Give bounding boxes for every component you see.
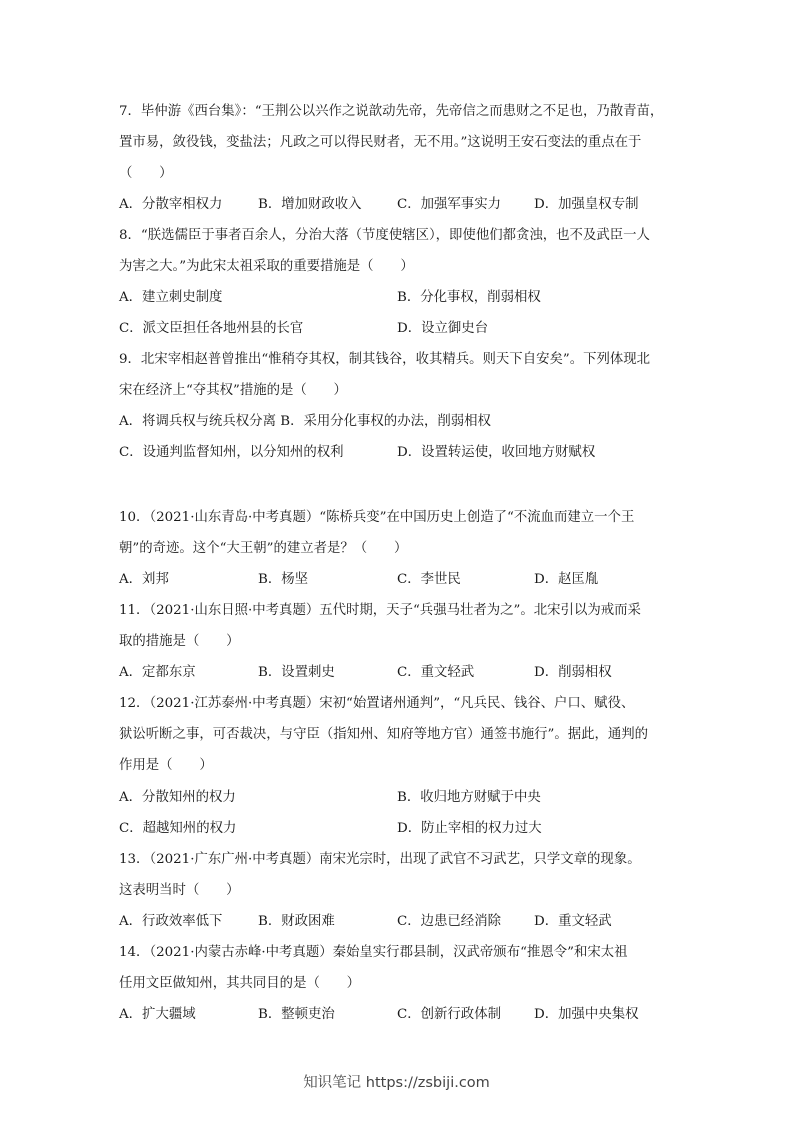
- option-c: C．设通判监督知州，以分知州的权利: [119, 445, 344, 460]
- option-c: C．加强军事实力: [397, 197, 501, 212]
- question-text-line: 这表明当时（ ）: [119, 883, 240, 898]
- option-b: B．分化事权，削弱相权: [397, 290, 541, 305]
- question-text-line: 狱讼听断之事，可否裁决，与守臣（指知州、知府等地方官）通签书施行”。据此，通判的: [119, 727, 649, 742]
- question-text-line: 7．毕仲游《西台集》：“王荆公以兴作之说歆动先帝，先帝信之而患财之不足也，乃散青苗，: [119, 104, 664, 119]
- option-a: A．扩大疆域: [119, 1007, 196, 1022]
- question-text-line: 10．（2021·山东青岛·中考真题）“陈桥兵变”在中国历史上创造了“不流血而建立一个王: [119, 510, 635, 525]
- question-text-line: 12．（2021·江苏泰州·中考真题）宋初“始置诸州通判”，“凡兵民、钱谷、户口、赋役、: [119, 696, 635, 711]
- question-text-line: 13．（2021·广东广州·中考真题）南宋光宗时，出现了武官不习武艺，只学文章的现象。: [119, 852, 641, 867]
- question-text-line: 宋在经济上“夺其权”措施的是（ ）: [119, 383, 347, 398]
- option-d: D．重文轻武: [534, 914, 612, 929]
- option-a: A．行政效率低下: [119, 914, 223, 929]
- option-d: D．加强皇权专制: [534, 197, 639, 212]
- option-a: A．分散宰相权力: [119, 197, 223, 212]
- option-d: D．设立御史台: [397, 321, 489, 336]
- option-c: C．李世民: [397, 572, 461, 587]
- option-b: B．整顿吏治: [258, 1007, 335, 1022]
- option-c: C．创新行政体制: [397, 1007, 501, 1022]
- question-text-line: 取的措施是（ ）: [119, 634, 240, 649]
- option-d: D．设置转运使，收回地方财赋权: [397, 445, 596, 460]
- option-a: A．分散知州的权力: [119, 790, 236, 805]
- option-c: C．重文轻武: [397, 665, 475, 680]
- question-text-line: （ ）: [119, 166, 173, 181]
- question-text-line: 朝”的奇迹。这个“大王朝”的建立者是？（ ）: [119, 541, 408, 556]
- option-b: B．收归地方财赋于中央: [397, 790, 541, 805]
- option-b: B．增加财政收入: [258, 197, 362, 212]
- question-text-line: 9．北宋宰相赵普曾推出“惟稍夺其权，制其钱谷，收其精兵。则天下自安矣”。下列体现北: [119, 352, 651, 367]
- option-d: D．削弱相权: [534, 665, 612, 680]
- option-a: A．定都东京: [119, 665, 196, 680]
- option-d: D．加强中央集权: [534, 1007, 639, 1022]
- option-a: A．建立刺史制度: [119, 290, 223, 305]
- option-b: B．财政困难: [258, 914, 335, 929]
- question-text-line: 任用文臣做知州，其共同目的是（ ）: [119, 976, 361, 991]
- question-text-line: 为害之大。”为此宋太祖采取的重要措施是（ ）: [119, 259, 414, 274]
- option-c: C．边患已经消除: [397, 914, 501, 929]
- option-d: D．赵匡胤: [534, 572, 599, 587]
- option-c: C．超越知州的权力: [119, 821, 237, 836]
- question-text-line: 置市易，敛役钱，变盐法；凡政之可以得民财者，无不用。”这说明王安石变法的重点在于: [119, 135, 642, 150]
- question-text-line: 14．（2021·内蒙古赤峰·中考真题）秦始皇实行郡县制，汉武帝颁布“推恩令”和宋太祖: [119, 945, 628, 960]
- option-b: B．设置刺史: [258, 665, 335, 680]
- question-text-line: 作用是（ ）: [119, 758, 213, 773]
- option-b: B．杨坚: [258, 572, 309, 587]
- option-a-b: A．将调兵权与统兵权分离 B．采用分化事权的办法，削弱相权: [119, 414, 491, 429]
- option-c: C．派文臣担任各地州县的长官: [119, 321, 304, 336]
- footer-watermark: 知识笔记 https://zsbiji.com: [303, 1075, 490, 1091]
- option-a: A．刘邦: [119, 572, 169, 587]
- option-d: D．防止宰相的权力过大: [397, 821, 542, 836]
- question-text-line: 11．（2021·山东日照·中考真题）五代时期，天子“兵强马壮者为之”。北宋引以为戒而采: [119, 603, 641, 618]
- question-text-line: 8．“朕选儒臣于事者百余人，分治大落（节度使辖区），即使他们都贪浊，也不及武臣一人: [119, 228, 650, 243]
